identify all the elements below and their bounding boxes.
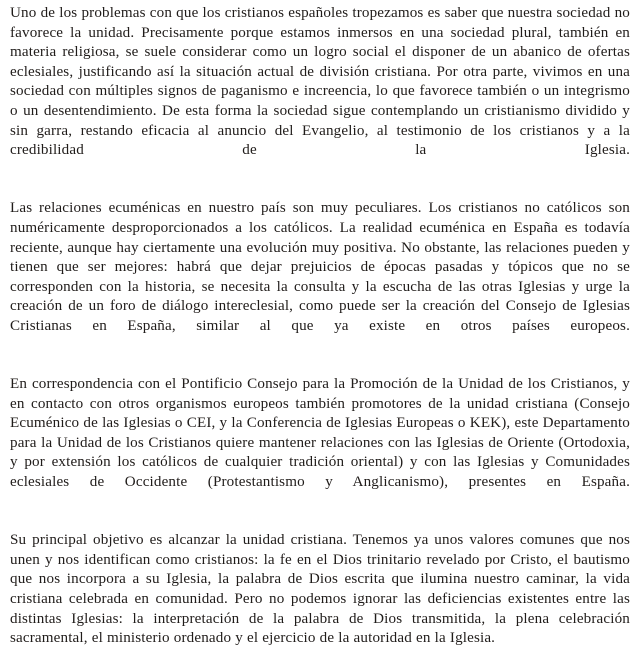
paragraph-2: Las relaciones ecuménicas en nuestro país son muy peculiares. Los cristianos no católicos son numéricamente desproporcionados a los católicos. La realidad ecuménica en España es todavía reciente, aunque hay ciertamente una evolución muy positiva. No obstante, las relaciones pueden y tienen que ser mejores: habrá que dejar prejuicios de épocas pasadas y tópicos que no se corresponden con la historia, se necesita la consulta y la escucha de las otras Iglesias y urge la creación de un foro de diálogo intereclesial, como puede ser la creación del Consejo de Iglesias Cristianas en España, similar al que ya existe en otros países europeos. xyxy=(10,200,630,334)
paragraph-4: Su principal objetivo es alcanzar la unidad cristiana. Tenemos ya unos valores comunes que nos unen y nos identifican como cristianos: la fe en el Dios trinitario revelado por Cristo, el bautismo que nos incorpora a su Iglesia, la palabra de Dios escrita que ilumina nuestro caminar, la vida cristiana celebrada en comunidad. Pero no podemos ignorar las deficiencias existentes entre las distintas Iglesias: la interpretación de la palabra de Dios transmitida, la plena celebración sacramental, el ministerio ordenado y el ejercicio de la autoridad en la Iglesia. xyxy=(10,532,630,647)
paragraph-1: Uno de los problemas con que los cristianos españoles tropezamos es saber que nuestra sociedad no favorece la unidad. Precisamente porque estamos inmersos en una sociedad plural, también en materia religiosa, se suele considerar como un logro social el disponer de un abanico de ofertas eclesiales, justificando así la situación actual de división cristiana. Por otra parte, vivimos en una sociedad con múltiples signos de paganismo e increencia, lo que favorece también o un integrismo o un desentendimiento. De esta forma la sociedad sigue contemplando un cristianismo dividido y sin garra, restando eficacia al anuncio del Evangelio, al testimonio de los cristianos y a la credibilidad de la Iglesia. xyxy=(10,5,630,159)
paragraph-3: En correspondencia con el Pontificio Consejo para la Promoción de la Unidad de los Cristianos, y en contacto con otros organismos europeos también promotores de la unidad cristiana (Consejo Ecuménico de las Iglesias o CEI, y la Conferencia de Iglesias Europeas o KEK), este Departamento para la Unidad de los Cristianos quiere mantener relaciones con las Iglesias de Oriente (Ortodoxia, y por extensión los católicos de cualquier tradición oriental) y con las Iglesias y Comunidades eclesiales de Occidente (Protestantismo y Anglicanismo), presentes en España. xyxy=(10,376,630,491)
